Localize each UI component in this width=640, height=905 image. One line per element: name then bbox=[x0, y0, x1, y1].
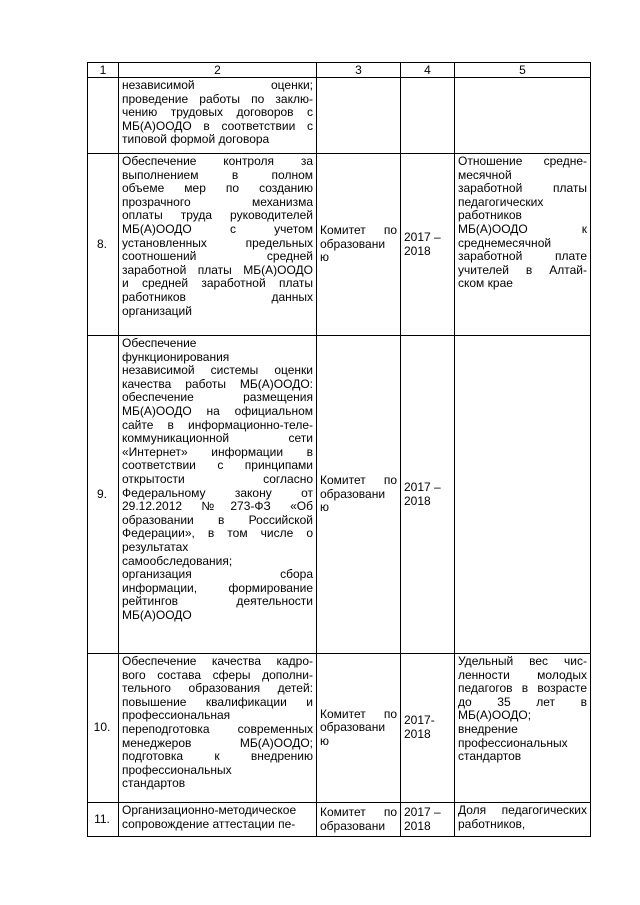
cell-line: внедрение bbox=[458, 721, 518, 736]
cell-line: 2018 bbox=[404, 243, 431, 258]
cell-line: Отношение средне- bbox=[458, 154, 587, 168]
cell-line: сопровождение аттестации пе- bbox=[122, 816, 296, 831]
cell-line: информации, формирование bbox=[122, 580, 313, 595]
cell-line: Комитет по bbox=[320, 473, 397, 488]
executor-cell bbox=[317, 654, 401, 803]
cell-line: работников bbox=[458, 208, 522, 223]
cell-line: обеспечение размещения bbox=[122, 390, 313, 405]
cell-line: МБ(А)ООДО в соответствии с bbox=[122, 118, 313, 133]
cell-line: месячной bbox=[458, 167, 512, 182]
cell-line: МБ(А)ООДО к bbox=[458, 221, 587, 236]
period-cell bbox=[401, 78, 455, 154]
cell-line: сайте в информационно-теле- bbox=[122, 417, 313, 432]
cell-line: независимой системы оценки bbox=[122, 363, 313, 378]
cell-line: МБ(А)ООДО с учетом bbox=[122, 221, 313, 236]
cell-line: соотношений средней bbox=[122, 249, 313, 264]
header-cell-2: 2 bbox=[119, 63, 317, 78]
cell-line: МБ(А)ООДО bbox=[122, 607, 192, 622]
cell-line: профессиональная bbox=[122, 708, 231, 723]
row-number bbox=[88, 78, 119, 154]
cell-line: профессиональных bbox=[458, 735, 568, 750]
row-number: 11. bbox=[88, 803, 119, 837]
cell-line: образовани bbox=[320, 236, 386, 251]
cell-line: чению трудовых договоров с bbox=[122, 105, 313, 120]
cell-line: образовани bbox=[320, 486, 386, 501]
row-number: 10. bbox=[88, 654, 119, 803]
cell-line: тельного образования детей: bbox=[122, 681, 313, 696]
cell-line: 2018 bbox=[404, 493, 431, 508]
cell-line: Комитет по bbox=[320, 223, 397, 238]
table-row-9 bbox=[88, 336, 591, 654]
cell-line: вого состава сферы дополни- bbox=[122, 667, 313, 682]
cell-line: выполнением в полном bbox=[122, 167, 313, 182]
table-header-row bbox=[88, 63, 591, 78]
executor-cell bbox=[317, 803, 401, 837]
header-cell-5: 5 bbox=[455, 63, 591, 78]
cell-line: Федеральному закону от bbox=[122, 485, 313, 500]
cell-line: Комитет по bbox=[320, 706, 397, 721]
cell-line: заработной платы bbox=[458, 181, 587, 196]
table-row-continuation bbox=[88, 78, 591, 154]
cell-line: 2018 bbox=[404, 818, 431, 833]
indicator-cell bbox=[455, 336, 591, 654]
cell-line: «Интернет» информации в bbox=[122, 444, 313, 459]
period-cell bbox=[401, 654, 455, 803]
cell-line: коммуникационной сети bbox=[122, 431, 313, 446]
measure-cell bbox=[119, 78, 317, 154]
indicator-cell bbox=[455, 803, 591, 837]
cell-line: образовании в Российской bbox=[122, 512, 313, 527]
cell-line: Удельный вес чис- bbox=[458, 654, 587, 668]
cell-line: 29.12.2012 №273-ФЗ «Об bbox=[122, 499, 313, 514]
cell-line: соответствии с принципами bbox=[122, 458, 313, 473]
cell-line: проведение работы по заклю- bbox=[122, 91, 313, 106]
cell-line: работников данных bbox=[122, 289, 313, 304]
cell-line: ленности молодых bbox=[458, 667, 587, 682]
cell-line: 2017- bbox=[404, 713, 435, 728]
period-cell bbox=[401, 336, 455, 654]
cell-line: до 35 лет в bbox=[458, 694, 587, 709]
cell-line: функционирования bbox=[122, 349, 230, 364]
cell-line: независимой оценки; bbox=[122, 78, 313, 92]
cell-line: ю bbox=[320, 500, 329, 515]
cell-line: Комитет по bbox=[320, 804, 397, 819]
measure-cell bbox=[119, 154, 317, 336]
header-cell-3: 3 bbox=[317, 63, 401, 78]
cell-line: учителей в Алтай- bbox=[458, 262, 587, 277]
cell-line: 2017 – bbox=[404, 804, 441, 819]
executor-cell bbox=[317, 78, 401, 154]
cell-line: переподготовка современных bbox=[122, 721, 313, 736]
measure-cell bbox=[119, 336, 317, 654]
cell-line: типовой формой договора bbox=[122, 132, 270, 147]
cell-line: ском крае bbox=[458, 276, 513, 291]
measures-table bbox=[87, 62, 591, 837]
cell-line: и средней заработной платы bbox=[122, 276, 313, 291]
cell-line: работников, bbox=[458, 816, 526, 831]
indicator-cell bbox=[455, 654, 591, 803]
cell-line: оплаты труда руководителей bbox=[122, 208, 313, 223]
cell-line: 2017 – bbox=[404, 479, 441, 494]
cell-line: качества работы МБ(А)ООДО: bbox=[122, 376, 313, 391]
measure-cell bbox=[119, 654, 317, 803]
cell-line: 2017 – bbox=[404, 229, 441, 244]
cell-line: стандартов bbox=[458, 749, 522, 764]
cell-line: образовани bbox=[320, 720, 386, 735]
cell-line: Обеспечение bbox=[122, 336, 197, 350]
cell-line: прозрачного механизма bbox=[122, 194, 313, 209]
header-cell-1: 1 bbox=[88, 63, 119, 78]
period-cell bbox=[401, 154, 455, 336]
indicator-cell bbox=[455, 78, 591, 154]
header-cell-4: 4 bbox=[401, 63, 455, 78]
cell-line: МБ(А)ООДО; bbox=[458, 708, 532, 723]
cell-line: открытости согласно bbox=[122, 471, 313, 486]
cell-line: самообследования; bbox=[122, 553, 233, 568]
table-row-10 bbox=[88, 654, 591, 803]
table-row-8 bbox=[88, 154, 591, 336]
cell-line: Обеспечение качества кадро- bbox=[122, 654, 313, 668]
row-number: 9. bbox=[88, 336, 119, 654]
row-number: 8. bbox=[88, 154, 119, 336]
period-cell bbox=[401, 803, 455, 837]
table-row-11 bbox=[88, 803, 591, 837]
cell-line: результатах bbox=[122, 539, 189, 554]
indicator-cell bbox=[455, 154, 591, 336]
cell-line: образовани bbox=[320, 818, 386, 833]
cell-line: рейтингов деятельности bbox=[122, 594, 313, 609]
cell-line: заработной плате bbox=[458, 249, 587, 264]
cell-line: повышение квалификации и bbox=[122, 694, 313, 709]
cell-line: ю bbox=[320, 250, 329, 265]
executor-cell bbox=[317, 336, 401, 654]
cell-line: педагогических bbox=[458, 194, 544, 209]
cell-line: подготовка к внедрению bbox=[122, 749, 313, 764]
cell-line: профессиональных bbox=[122, 762, 232, 777]
cell-line: 2018 bbox=[404, 727, 431, 741]
cell-line: объеме мер по созданию bbox=[122, 181, 313, 196]
cell-line: организация сбора bbox=[122, 567, 313, 582]
cell-line: заработной платы МБ(А)ООДО bbox=[122, 262, 313, 277]
cell-line: ю bbox=[320, 733, 329, 748]
cell-line: стандартов bbox=[122, 776, 186, 791]
cell-line: установленных предельных bbox=[122, 235, 313, 250]
cell-line: Организационно-методическое bbox=[122, 803, 297, 817]
cell-line: среднемесячной bbox=[458, 235, 552, 250]
cell-line: организаций bbox=[122, 303, 192, 318]
executor-cell bbox=[317, 154, 401, 336]
cell-line: Обеспечение контроля за bbox=[122, 154, 313, 168]
cell-line: МБ(А)ООДО на официальном bbox=[122, 403, 313, 418]
cell-line: Федерации», в том числе о bbox=[122, 526, 313, 541]
cell-line: педагогов в возрасте bbox=[458, 681, 587, 696]
cell-line: Доля педагогических bbox=[458, 803, 587, 817]
cell-line: менеджеров МБ(А)ООДО; bbox=[122, 735, 313, 750]
measure-cell bbox=[119, 803, 317, 837]
